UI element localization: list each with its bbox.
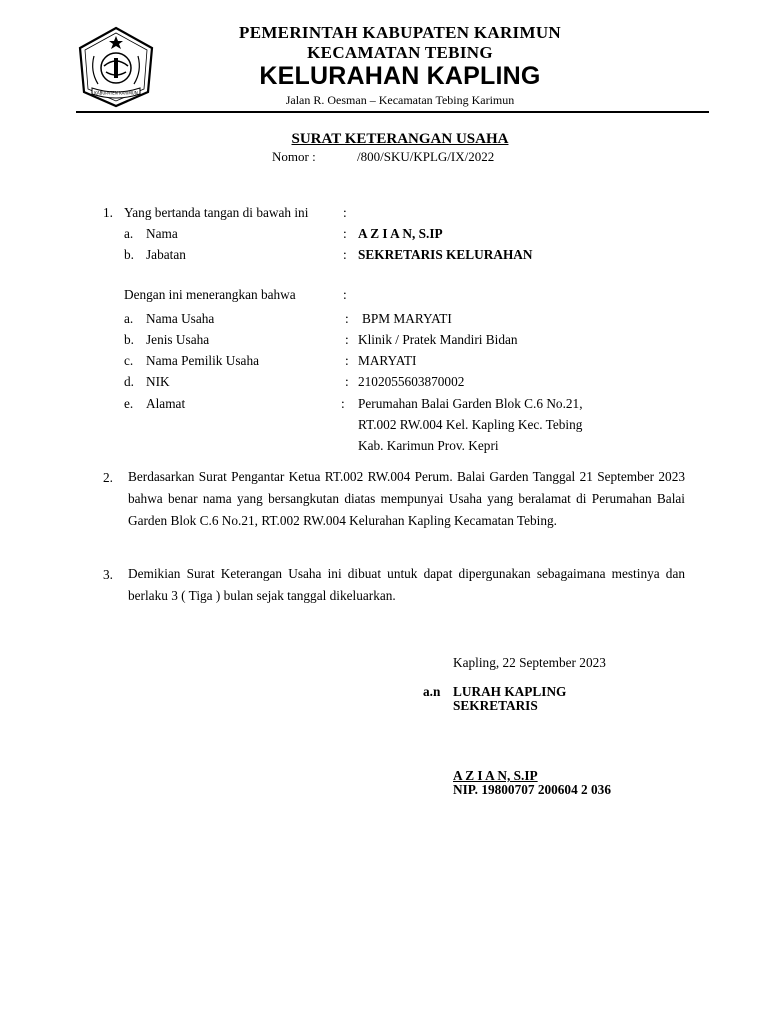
business-letter: d. — [124, 374, 134, 389]
signer-label: Nama — [146, 226, 178, 241]
section2-text: Berdasarkan Surat Pengantar Ketua RT.002 RW.004 Perum. Balai Garden Tanggal 21 September 2023 bahwa benar nama yang bersangkutan diatas mempunyai Usaha yang beralamat di Perumahan Balai Garden Blok C.6 No.21, RT.002 RW.004 Kelurahan Kapling Kecamatan Tebing. — [128, 469, 685, 528]
letterhead-government: PEMERINTAH KABUPATEN KARIMUN — [239, 23, 561, 42]
signer-office: LURAH KAPLING — [453, 684, 567, 699]
business-letter: b. — [124, 332, 134, 347]
signer-colon: : — [343, 247, 347, 262]
business-label: Alamat — [146, 396, 186, 411]
business-letter: a. — [124, 311, 134, 326]
business-colon: : — [341, 396, 345, 411]
section3-text: Demikian Surat Keterangan Usaha ini dibuat untuk dapat dipergunakan sebagaimana mestinya dan berlaku 3 ( Tiga ) bulan sejak tanggal dikeluarkan. — [128, 566, 685, 603]
emblem-caption: KABUPATEN KARIMUN — [94, 90, 138, 96]
letterhead-address: Jalan R. Oesman – Kecamatan Tebing Karimun — [285, 93, 515, 107]
business-label: Jenis Usaha — [146, 332, 210, 347]
business-value: Klinik / Pratek Mandiri Bidan — [358, 332, 518, 347]
business-colon: : — [345, 374, 349, 389]
address-continuation: Kab. Karimun Prov. Kepri — [358, 438, 499, 453]
business-letter: e. — [124, 396, 134, 411]
signer-letter: a. — [124, 226, 134, 241]
signer-letter: b. — [124, 247, 134, 262]
address-continuation: RT.002 RW.004 Kel. Kapling Kec. Tebing — [358, 417, 583, 432]
an-label: a.n — [423, 684, 441, 699]
nomor-label: Nomor : — [272, 149, 316, 164]
signer-nip: NIP. 19800707 200604 2 036 — [453, 782, 611, 797]
section3-number: 3. — [103, 567, 113, 582]
business-colon: : — [345, 332, 349, 347]
business-value: 2102055603870002 — [358, 374, 465, 389]
letterhead-village: KELURAHAN KAPLING — [259, 62, 541, 90]
kabupaten-karimun-emblem — [76, 26, 156, 108]
declare-colon: : — [343, 287, 347, 302]
business-letter: c. — [124, 353, 134, 368]
business-value: BPM MARYATI — [362, 311, 452, 326]
section1-intro: Yang bertanda tangan di bawah ini — [124, 205, 309, 220]
section2-number: 2. — [103, 470, 113, 485]
signer-label: Jabatan — [146, 247, 186, 262]
business-colon: : — [345, 311, 349, 326]
signer-role: SEKRETARIS — [453, 698, 538, 713]
business-value: MARYATI — [358, 353, 417, 368]
business-label: Nama Pemilik Usaha — [146, 353, 259, 368]
signer-name: A Z I A N, S.IP — [453, 768, 538, 783]
signer-value: SEKRETARIS KELURAHAN — [358, 247, 533, 262]
signer-value: A Z I A N, S.IP — [358, 226, 443, 241]
letterhead-district: KECAMATAN TEBING — [307, 43, 493, 62]
business-label: NIK — [146, 374, 170, 389]
document-title: SURAT KETERANGAN USAHA — [291, 131, 509, 147]
declare-text: Dengan ini menerangkan bahwa — [124, 287, 296, 302]
place-date: Kapling, 22 September 2023 — [453, 655, 606, 670]
business-value: Perumahan Balai Garden Blok C.6 No.21, — [358, 396, 583, 411]
nomor-value: /800/SKU/KPLG/IX/2022 — [357, 149, 495, 164]
section1-intro-colon: : — [343, 205, 347, 220]
business-label: Nama Usaha — [146, 311, 215, 326]
letterhead-divider — [76, 111, 709, 113]
signer-colon: : — [343, 226, 347, 241]
section1-number: 1. — [103, 205, 113, 220]
business-colon: : — [345, 353, 349, 368]
